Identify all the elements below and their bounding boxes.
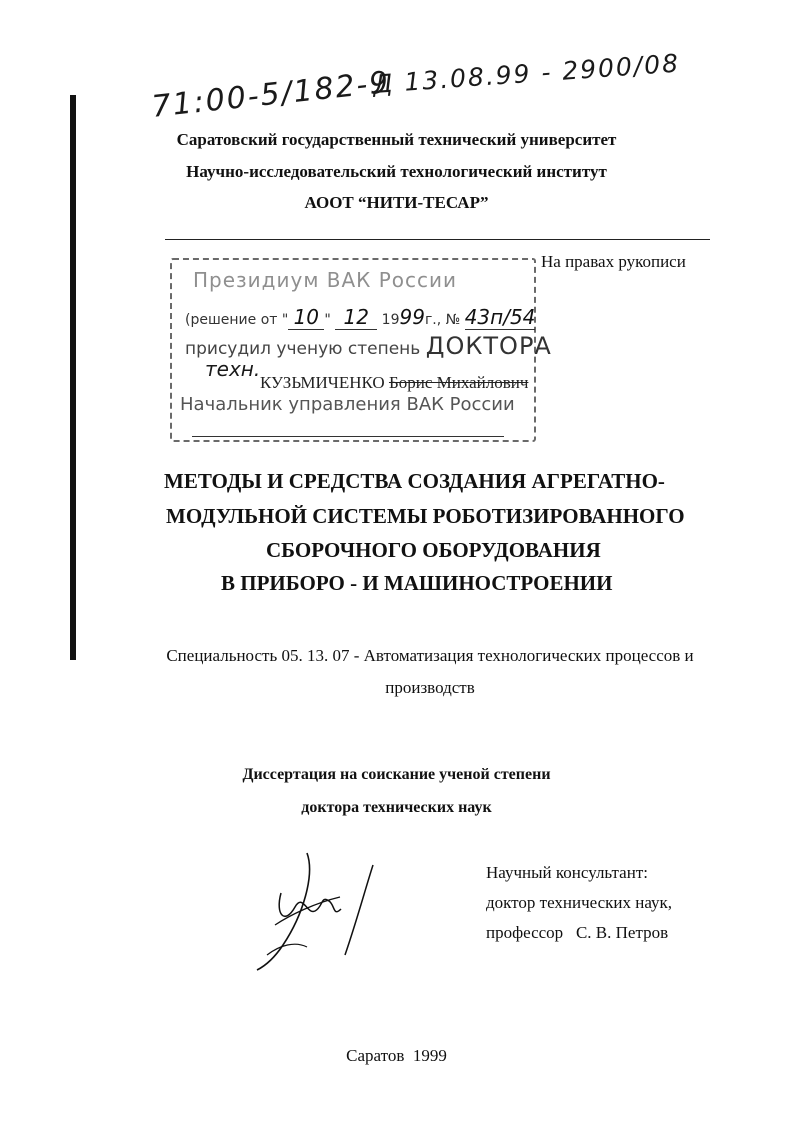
stamp-signature-line	[192, 436, 504, 437]
degree-field-handwritten: техн.	[205, 357, 261, 381]
title-line-4: В ПРИБОРО - И МАШИНОСТРОЕНИИ	[221, 571, 613, 595]
handwritten-signature	[245, 845, 395, 975]
vak-stamp-decision-line	[185, 305, 535, 330]
specialty-line-2: производств	[385, 678, 475, 697]
handwritten-catalog-number: 71:00-5/182-9	[150, 64, 393, 125]
handwritten-registration-note: Д 13.08.99 - 2900/08	[372, 48, 681, 99]
decision-number: 43п/54	[464, 305, 536, 329]
vak-stamp-title: Президиум ВАК России	[193, 268, 458, 292]
dissertation-line-2: доктора технических наук	[301, 799, 492, 816]
title-line-1: МЕТОДЫ И СРЕДСТВА СОЗДАНИЯ АГРЕГАТНО-	[164, 469, 665, 493]
consultant-title: профессор	[486, 923, 564, 942]
consultant-block	[486, 858, 672, 948]
degree-value: ДОКТОРА	[425, 332, 552, 360]
decision-year-unit: г., №	[424, 312, 461, 328]
title-line-3: СБОРОЧНОГО ОБОРУДОВАНИЯ	[266, 538, 601, 562]
vak-stamp-degree-line	[185, 332, 552, 360]
consultant-title-name	[486, 918, 672, 948]
university-name: Саратовский государственный технический университет	[176, 130, 617, 149]
consultant-degree: доктор технических наук,	[486, 893, 673, 912]
decision-quote: "	[324, 312, 331, 328]
consultant-label: Научный консультант:	[486, 863, 648, 882]
city: Саратов	[346, 1046, 405, 1065]
specialty-block	[130, 640, 730, 704]
title-line-2: МОДУЛЬНОЙ СИСТЕМЫ РОБОТИЗИРОВАННОГО	[166, 504, 685, 528]
institute-name: Научно-исследовательский технологический институт	[186, 162, 607, 181]
dissertation-line-1: Диссертация на соискание ученой степени	[242, 766, 551, 783]
specialty-line-1: Специальность 05. 13. 07 - Автоматизация технологических процессов и	[166, 646, 694, 665]
year: 1999	[412, 1046, 447, 1065]
degree-prefix: присудил ученую степень	[185, 339, 421, 359]
company-name: АООТ “НИТИ-ТЕСАР”	[304, 193, 489, 212]
author-name	[260, 373, 528, 393]
vak-chief-caption: Начальник управления ВАК России	[180, 394, 515, 415]
decision-day: 10	[288, 305, 324, 330]
decision-month: 12	[335, 305, 377, 330]
consultant-name: С. В. Петров	[575, 923, 669, 942]
author-surname: КУЗЬМИЧЕНКО	[260, 373, 385, 392]
decision-year-suffix: 99	[399, 305, 425, 329]
decision-year-prefix: 19	[381, 312, 400, 328]
decision-prefix: (решение от "	[185, 312, 289, 328]
place-and-year	[0, 1046, 793, 1066]
header-divider	[165, 239, 710, 240]
manuscript-rights-note: На правах рукописи	[541, 252, 686, 271]
author-given-names: Борис Михайлович	[388, 373, 529, 392]
